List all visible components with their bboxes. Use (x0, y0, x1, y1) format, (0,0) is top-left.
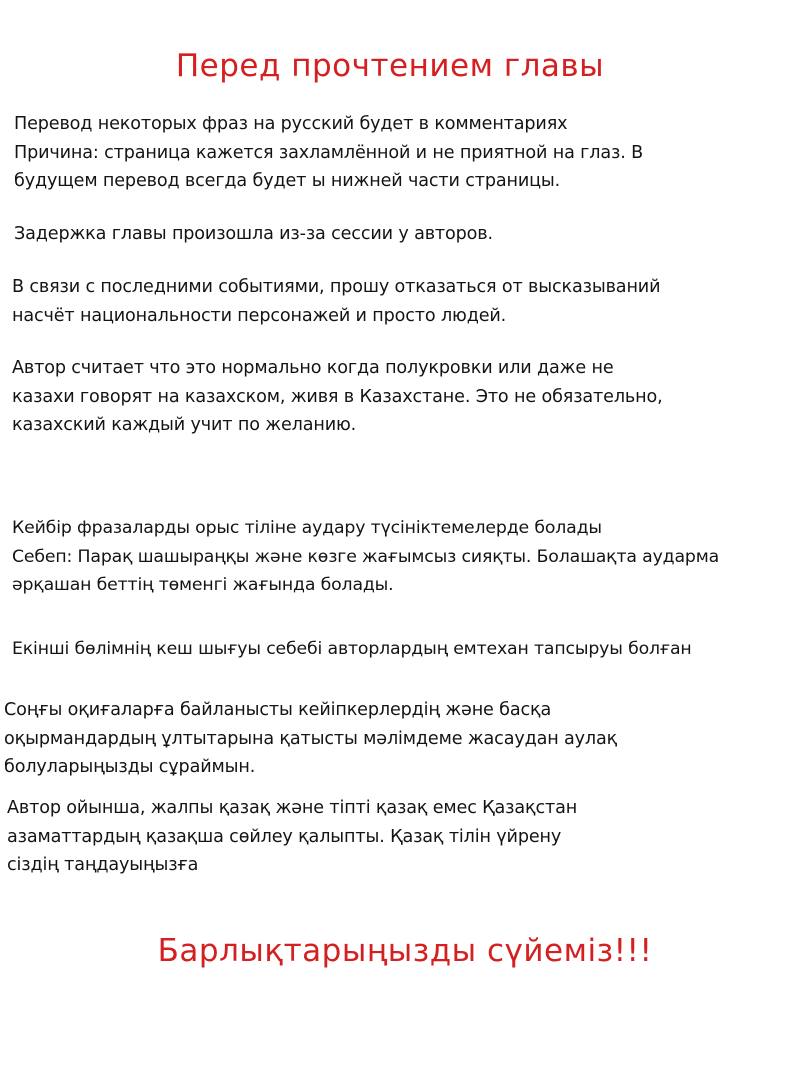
text-line: Задержка главы произошла из-за сессии у авторов. (14, 224, 493, 244)
text-line: болуларыңызды сұраймын. (4, 757, 256, 777)
text-line: Перевод некоторых фраз на русский будет в комментариях (14, 114, 568, 134)
text-line: Соңғы оқиғаларға байланысты кейіпкерлердің және басқа (4, 700, 552, 720)
text-line: Автор ойынша, жалпы қазақ және тіпті қазақ емес Қазақстан (7, 798, 578, 818)
russian-translation-note (14, 110, 643, 196)
text-line: Себеп: Парақ шашыраңқы және көзге жағымсыз сияқты. Болашақта аударма (12, 546, 720, 567)
russian-delay-note (14, 220, 493, 249)
kazakh-translation-note (12, 514, 719, 600)
text-line: азаматтардың қазақша сөйлеу қалыпты. Қазақ тілін үйрену (7, 826, 562, 847)
text-line: казахи говорят на казахском, живя в Казахстане. Это не обязательно, (12, 386, 663, 407)
kazakh-delay-note (12, 635, 692, 664)
closing-message: Барлықтарыңызды сүйеміз!!! (157, 933, 653, 969)
text-line: Причина: страница кажется захламлённой и не приятной на глаз. В (14, 142, 644, 163)
text-line: насчёт национальности персонажей и просто людей. (12, 305, 507, 326)
text-line: әрқашан беттің төменгі жағында болады. (12, 575, 394, 595)
text-line: В связи с последними событиями, прошу отказаться от высказываний (12, 277, 661, 297)
kazakh-request-note (4, 696, 617, 782)
text-line: сіздің таңдауыңызға (7, 855, 199, 875)
text-line: Екінші бөлімнің кеш шығуы себебі авторлардың емтехан тапсыруы болған (12, 639, 692, 659)
text-line: Автор считает что это нормально когда полукровки или даже не (12, 358, 614, 378)
page-title: Перед прочтением главы (175, 48, 605, 84)
kazakh-author-note (7, 794, 577, 880)
russian-author-note (12, 354, 663, 440)
text-line: казахский каждый учит по желанию. (12, 415, 357, 435)
russian-request-note (12, 273, 660, 330)
text-line: оқырмандардың ұлтытарына қатысты мәлімдеме жасаудан аулақ (4, 728, 618, 749)
text-line: Кейбір фразаларды орыс тіліне аудару түсініктемелерде болады (12, 518, 602, 538)
text-line: будущем перевод всегда будет ы нижней части страницы. (14, 171, 561, 191)
